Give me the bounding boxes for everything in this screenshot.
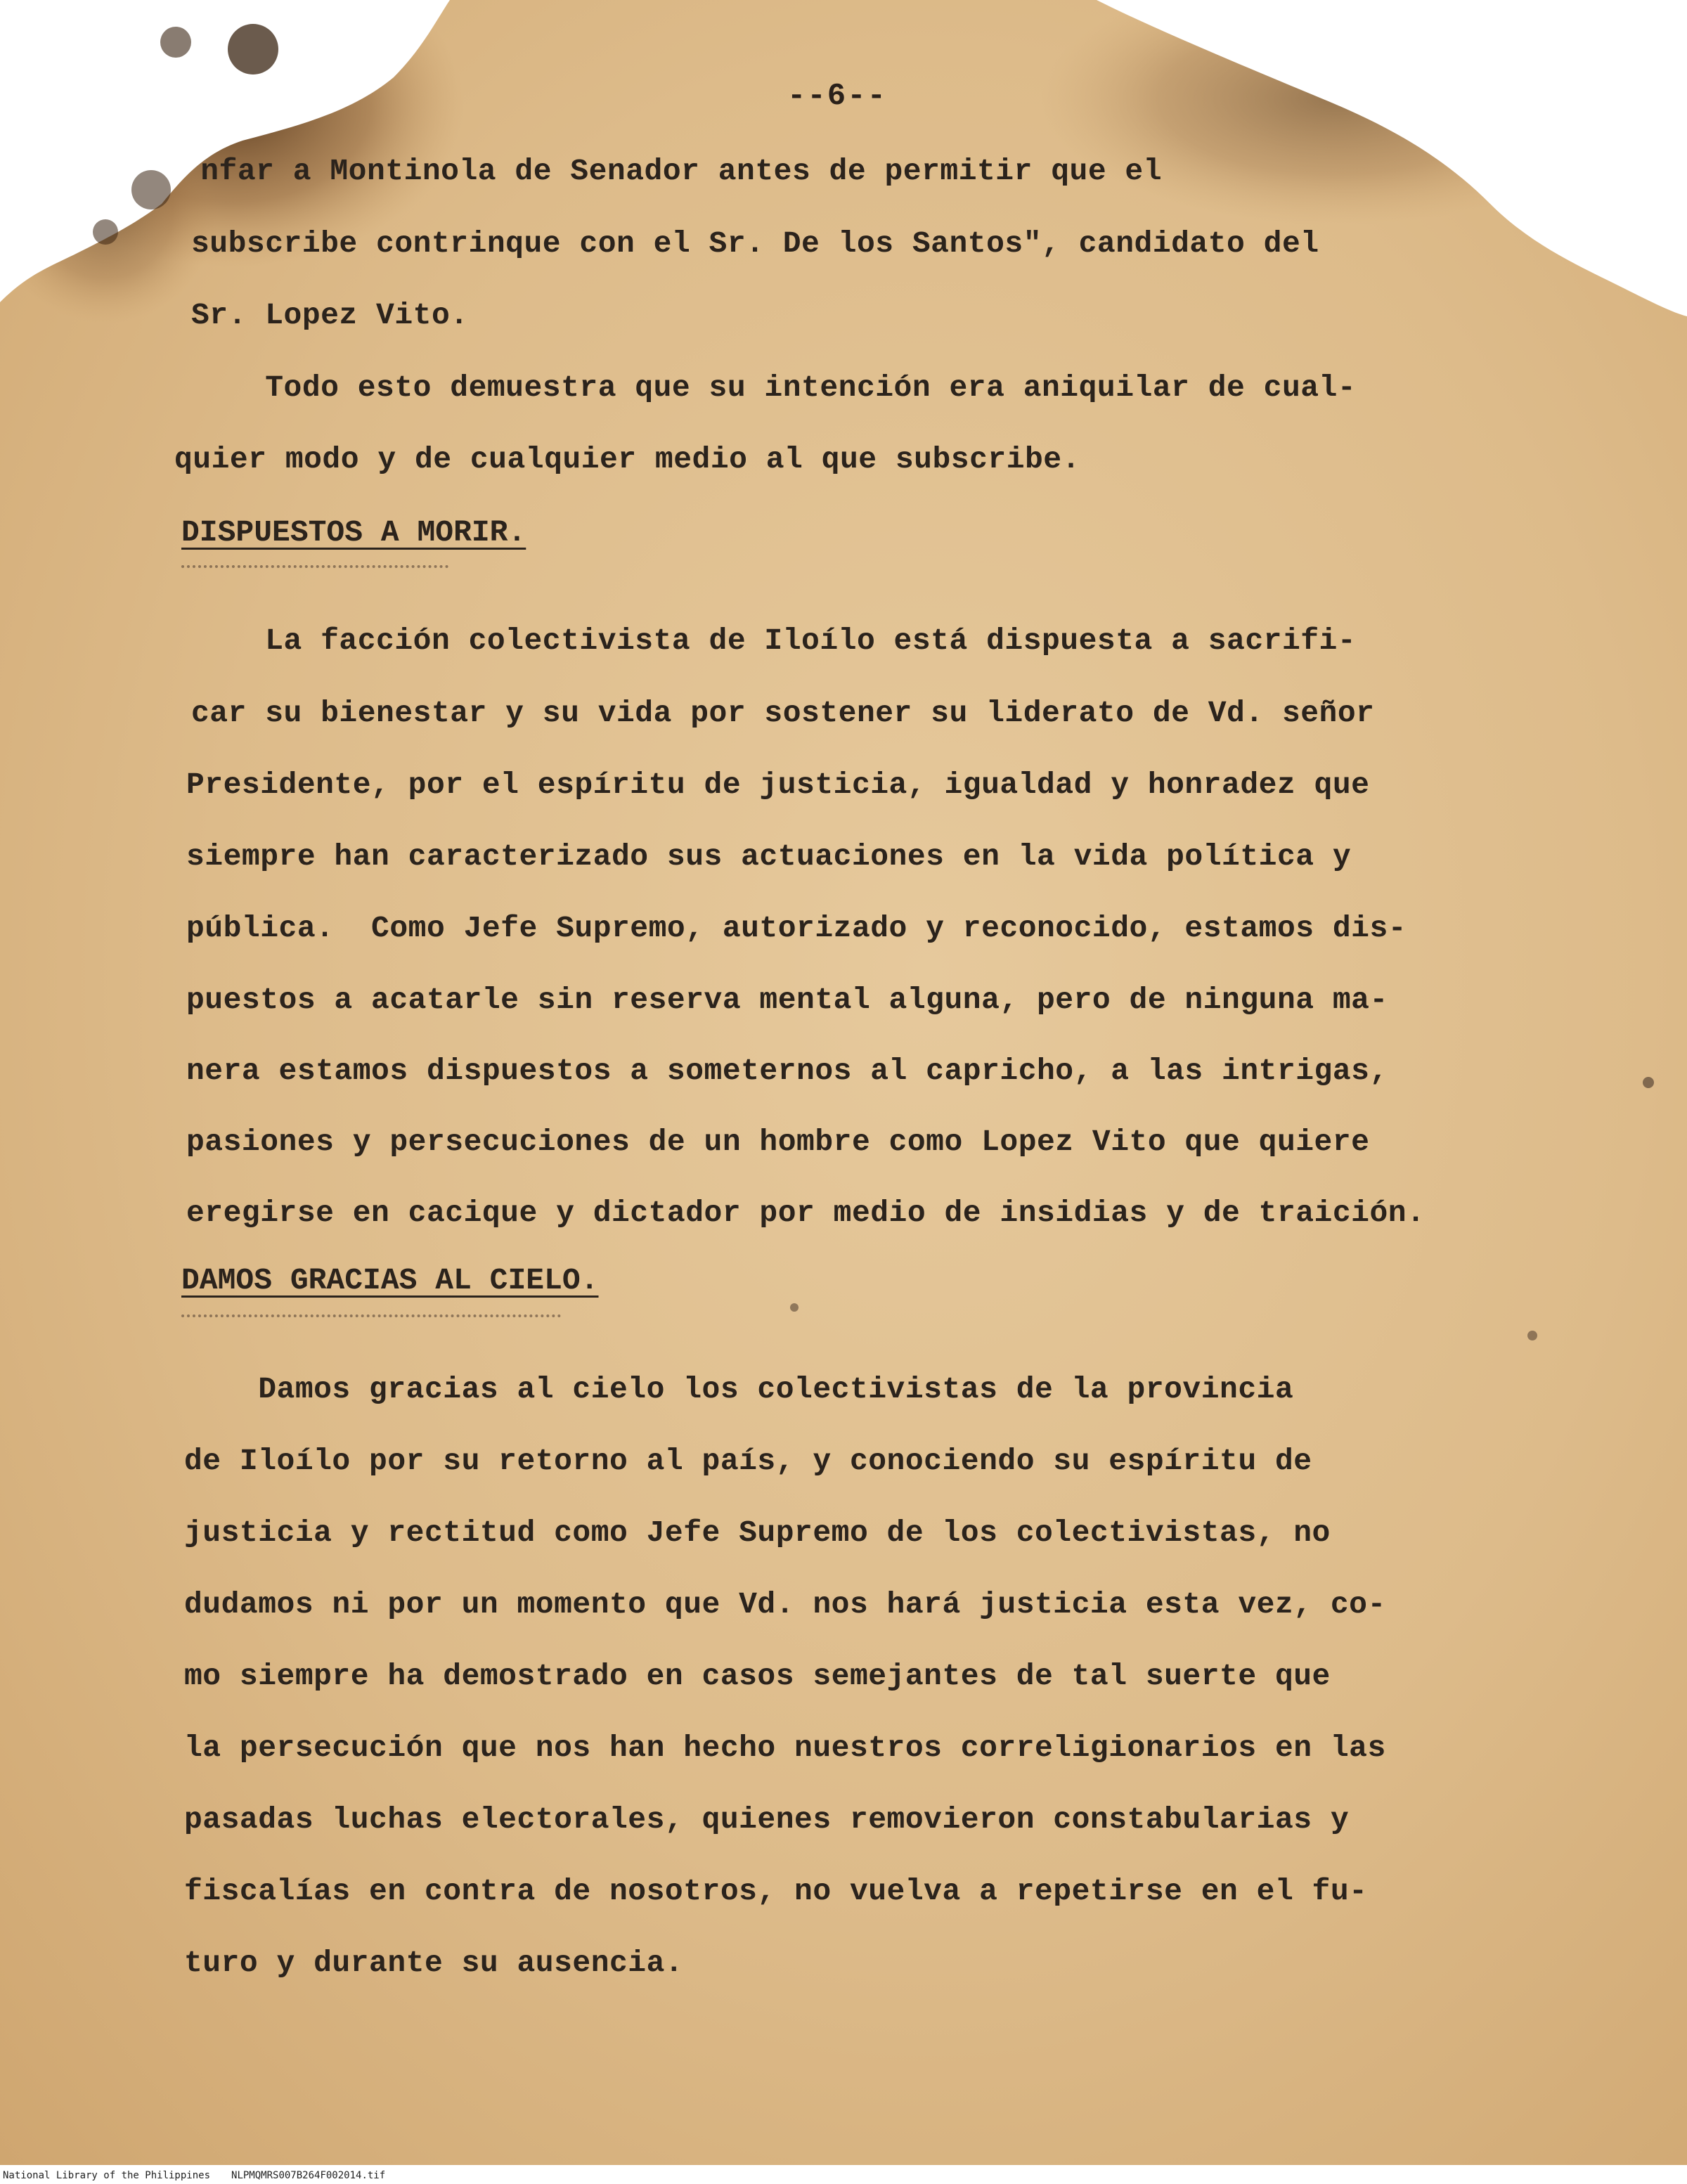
heading-dotted-rule [181, 562, 448, 568]
text-line: la persecución que nos han hecho nuestros correligionarios en las [184, 1731, 1386, 1765]
text-line: pasiones y persecuciones de un hombre como Lopez Vito que quiere [186, 1125, 1370, 1159]
text-line: fiscalías en contra de nosotros, no vuelva a repetirse en el fu- [184, 1874, 1368, 1908]
text-line: justicia y rectitud como Jefe Supremo de los colectivistas, no [184, 1516, 1331, 1550]
text-line: quier modo y de cualquier medio al que subscribe. [174, 442, 1080, 477]
text-line: pasadas luchas electorales, quienes removieron constabularias y [184, 1802, 1350, 1837]
text-line: pública. Como Jefe Supremo, autorizado y reconocido, estamos dis- [186, 911, 1407, 945]
scan-footer [0, 2168, 1687, 2184]
text-line: La facción colectivista de Iloílo está dispuesta a sacrifi- [191, 623, 1357, 658]
page-number: --6-- [787, 79, 888, 114]
text-line: car su bienestar y su vida por sostener su liderato de Vd. señor [191, 696, 1375, 730]
text-line: puestos a acatarle sin reserva mental alguna, pero de ninguna ma- [186, 983, 1388, 1017]
text-line: subscribe contrinque con el Sr. De los Santos", candidato del [191, 226, 1319, 261]
text-line: Damos gracias al cielo los colectivistas de la provincia [184, 1372, 1294, 1407]
text-line: Presidente, por el espíritu de justicia, igualdad y honradez que [186, 768, 1370, 802]
text-line: Todo esto demuestra que su intención era aniquilar de cual- [191, 370, 1357, 405]
text-line: dudamos ni por un momento que Vd. nos hará justicia esta vez, co- [184, 1587, 1386, 1622]
footer-archive: National Library of the Philippines [3, 2170, 211, 2181]
text-line: nera estamos dispuestos a someternos al capricho, a las intrigas, [186, 1054, 1388, 1088]
text-line: de Iloílo por su retorno al país, y conociendo su espíritu de [184, 1444, 1312, 1478]
text-line: eregirse en cacique y dictador por medio de insidias y de traición. [186, 1196, 1426, 1230]
heading-dotted-rule [181, 1312, 561, 1317]
text-line: siempre han caracterizado sus actuaciones en la vida política y [186, 839, 1352, 874]
text-line: mo siempre ha demostrado en casos semejantes de tal suerte que [184, 1659, 1331, 1693]
footer-filename: NLPMQMRS007B264F002014.tif [231, 2170, 386, 2181]
section-heading-dispuestos: DISPUESTOS A MORIR. [181, 515, 526, 550]
section-heading-gracias: DAMOS GRACIAS AL CIELO. [181, 1263, 599, 1298]
text-line: Sr. Lopez Vito. [191, 298, 469, 332]
text-line: turo y durante su ausencia. [184, 1946, 684, 1980]
text-line: nfar a Montinola de Senador antes de permitir que el [127, 154, 1163, 188]
